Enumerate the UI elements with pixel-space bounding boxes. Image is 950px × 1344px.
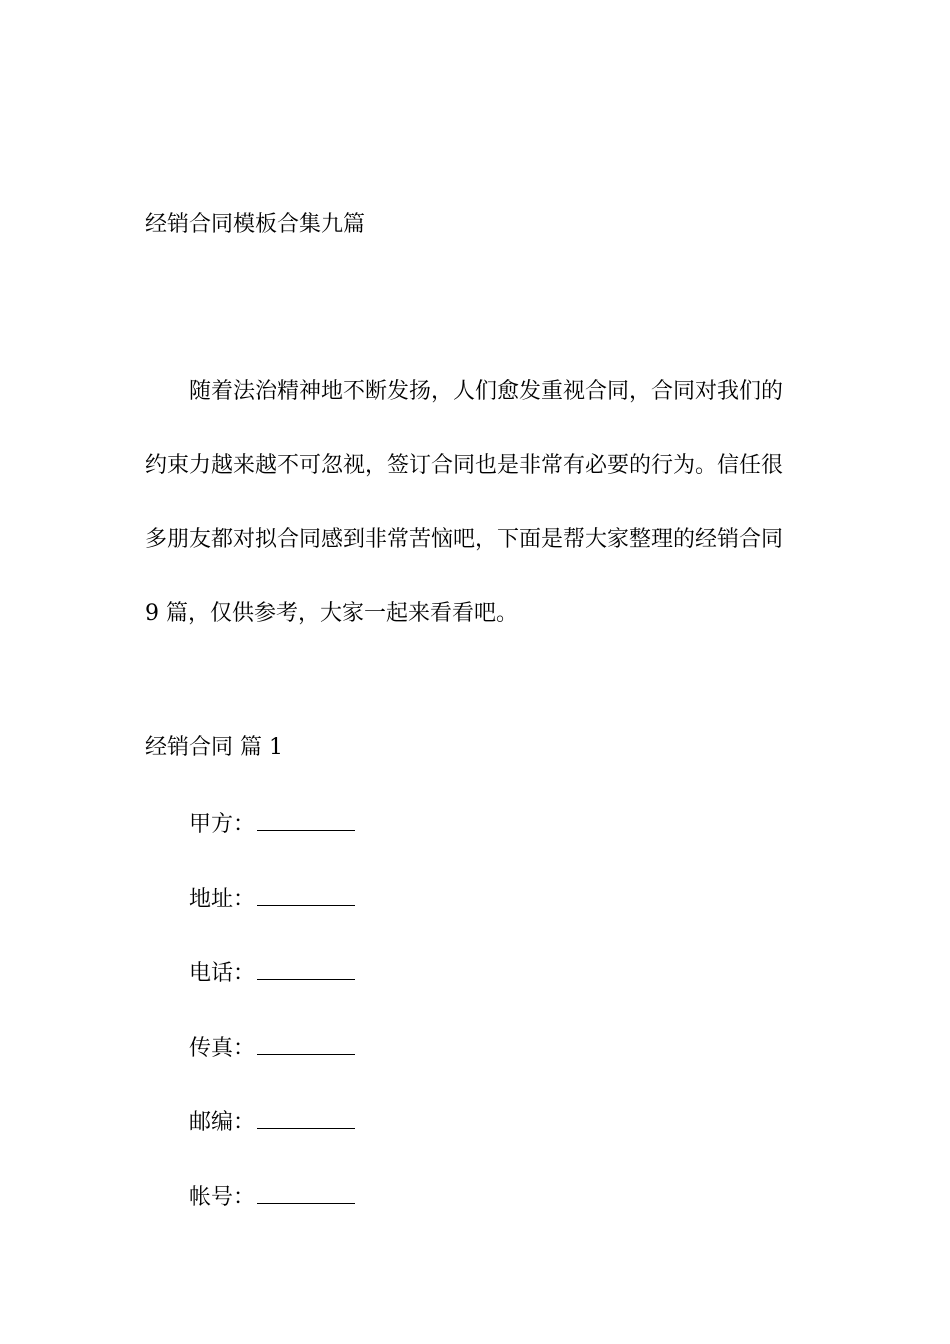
field-label: 甲方： [189,812,256,837]
intro-line: 多朋友都对拟合同感到非常苦恼吧，下面是帮大家整理的经销合同 [145,527,784,552]
field-party-a [189,806,589,881]
field-address [189,881,589,956]
intro-line: 约束力越来越不可忽视，签订合同也是非常有必要的行为。信任很 [145,453,784,478]
field-blank-line [257,1104,355,1129]
contract-fields [189,806,589,1253]
intro-line: 随着法治精神地不断发扬，人们愈发重视合同，合同对我们的 [189,379,784,404]
field-blank-line [257,955,355,980]
field-blank-line [257,1179,355,1204]
field-label: 邮编： [189,1110,256,1135]
intro-line: 9 篇，仅供参考，大家一起来看看吧。 [145,601,518,626]
section-title: 经销合同 篇 1 [145,735,283,760]
field-label: 地址： [189,886,256,912]
intro-paragraph [145,355,795,651]
field-blank-line [257,1030,355,1055]
field-label: 传真： [189,1035,256,1061]
field-label: 帐号： [189,1184,256,1210]
document-title: 经销合同模板合集九篇 [145,212,366,237]
field-label: 电话： [189,961,256,986]
field-phone [189,955,589,1030]
field-postcode [189,1104,589,1179]
field-blank-line [257,806,355,831]
field-fax [189,1030,589,1105]
field-account [189,1179,589,1254]
field-blank-line [257,881,355,906]
